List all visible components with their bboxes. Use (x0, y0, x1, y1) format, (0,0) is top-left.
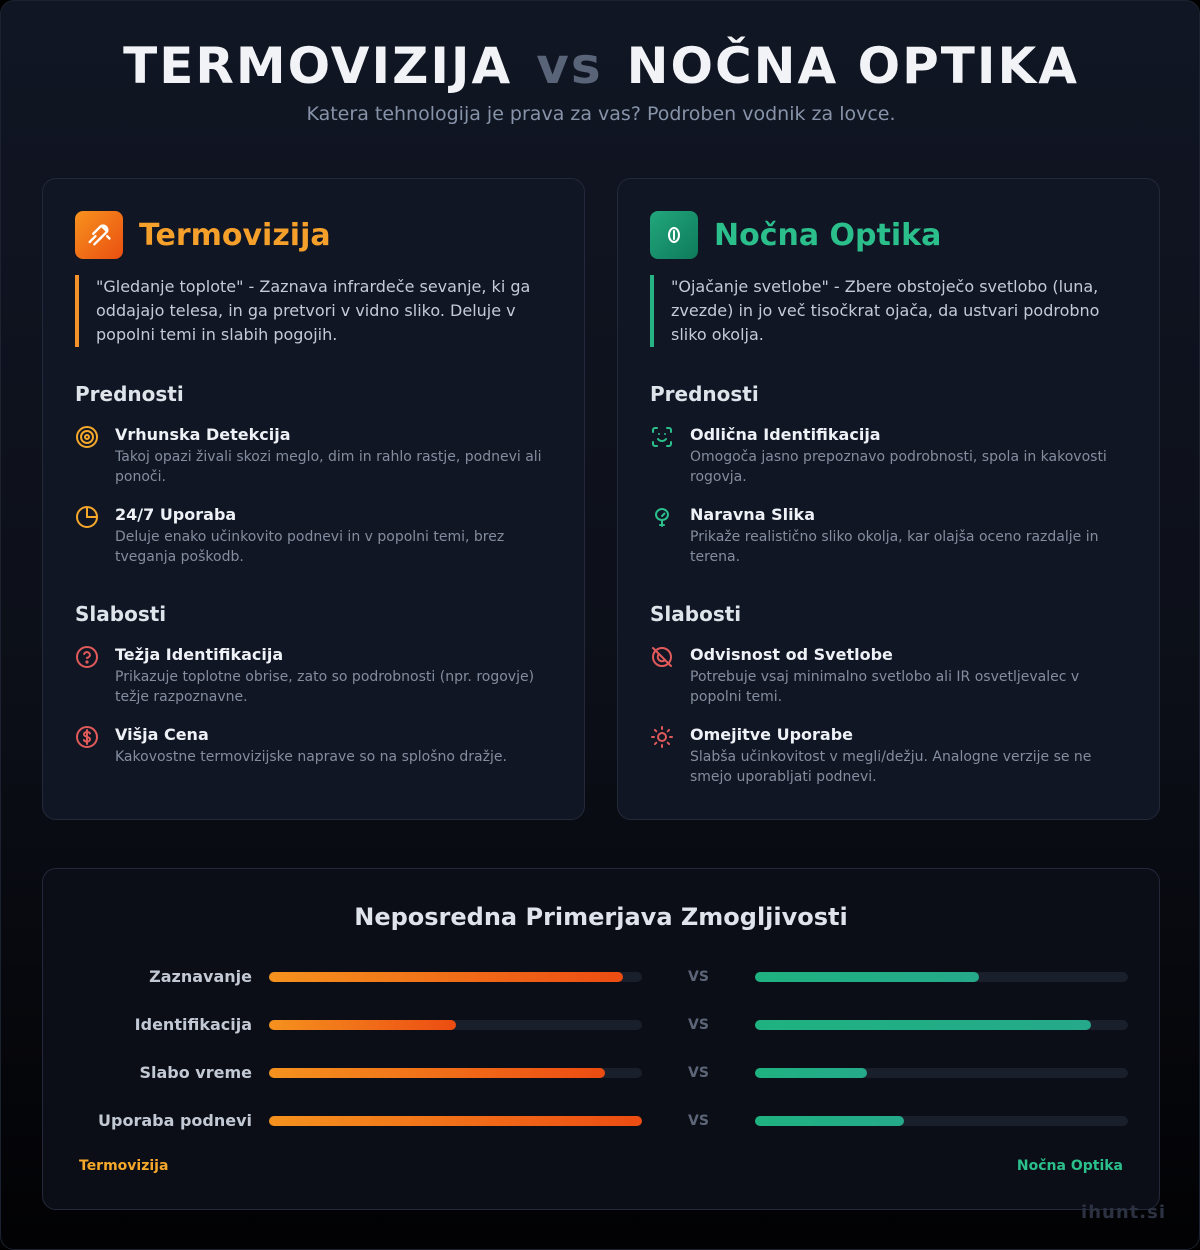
con-title: Težja Identifikacija (115, 645, 284, 664)
hand-heat-icon (75, 211, 123, 259)
lens-icon (650, 211, 698, 259)
legend-thermal: Termovizija (79, 1158, 169, 1174)
night-pros-heading: Prednosti (650, 382, 759, 406)
thermal-bar-track (269, 1116, 642, 1126)
header (1, 37, 1200, 125)
row-label: Zaznavanje (149, 967, 252, 986)
question-icon (75, 645, 99, 669)
thermal-description: "Gledanje toplote" - Zaznava infrardeče sevanje, ki ga oddajajo telesa, in ga pretvori v vidno sliko. Deluje v popolni temi in slabih pogojih. (75, 275, 545, 347)
night-bar (755, 1020, 1091, 1030)
thermal-bar (269, 1068, 605, 1078)
comparison-row (43, 1111, 1159, 1131)
night-con-item (650, 725, 1130, 787)
dollar-icon (75, 725, 99, 749)
con-title: Omejitve Uporabe (690, 725, 854, 744)
thermal-bar-track (269, 972, 642, 982)
night-pro-item (650, 425, 1130, 487)
comparison-row (43, 1015, 1159, 1035)
night-card (617, 178, 1160, 820)
night-bar (755, 1068, 867, 1078)
tree-icon (650, 505, 674, 529)
con-text: Kakovostne termovizijske naprave so na splošno dražje. (115, 749, 507, 765)
legend-night: Nočna Optika (1016, 1158, 1123, 1174)
night-card-header (650, 211, 941, 259)
pro-title: Odlična Identifikacija (690, 425, 881, 444)
con-title: Odvisnost od Svetlobe (690, 645, 893, 664)
title-left: TERMOVIZIJA (123, 37, 513, 95)
night-bar-track (755, 1068, 1128, 1078)
thermal-pro-item (75, 425, 555, 487)
night-bar (755, 972, 979, 982)
title-right: NOČNA OPTIKA (626, 37, 1079, 95)
watermark: ihunt.si (1081, 1202, 1166, 1223)
pro-text: Omogoča jasno prepoznavo podrobnosti, spola in kakovosti rogovja. (690, 449, 1107, 485)
page-title (1, 37, 1200, 95)
clock-icon (75, 505, 99, 529)
title-vs: vs (536, 37, 603, 95)
pro-text: Deluje enako učinkovito podnevi in v popolni temi, brez tveganja poškodb. (115, 529, 505, 565)
night-bar-track (755, 1020, 1128, 1030)
page-subtitle: Katera tehnologija je prava za vas? Podroben vodnik za lovce. (306, 103, 896, 125)
thermal-con-item (75, 645, 555, 707)
scan-face-icon (650, 425, 674, 449)
thermal-bar (269, 972, 623, 982)
night-pro-item (650, 505, 1130, 567)
thermal-title: Termovizija (139, 217, 331, 253)
con-text: Potrebuje vsaj minimalno svetlobo ali IR osvetljevalec v popolni temi. (690, 669, 1080, 705)
pro-title: 24/7 Uporaba (115, 505, 237, 524)
thermal-bar (269, 1020, 456, 1030)
thermal-card-header (75, 211, 331, 259)
sun-icon (650, 725, 674, 749)
con-text: Prikazuje toplotne obrise, zato so podrobnosti (npr. rogovje) težje razpoznavne. (115, 669, 535, 705)
thermal-bar-track (269, 1020, 642, 1030)
pro-title: Vrhunska Detekcija (115, 425, 291, 444)
night-bar-track (755, 1116, 1128, 1126)
night-con-item (650, 645, 1130, 707)
thermal-pro-item (75, 505, 555, 567)
thermal-con-item (75, 725, 555, 767)
comparison-row (43, 967, 1159, 987)
comparison-row (43, 1063, 1159, 1083)
thermal-card (42, 178, 585, 820)
vs-label: VS (688, 1017, 709, 1033)
night-title: Nočna Optika (714, 217, 942, 253)
target-icon (75, 425, 99, 449)
night-description: "Ojačanje svetlobe" - Zbere obstoječo svetlobo (luna, zvezde) in jo več tisočkrat ojača, da ustvari podrobno sliko okolja. (650, 275, 1120, 347)
row-label: Uporaba podnevi (98, 1111, 252, 1130)
vs-label: VS (688, 1113, 709, 1129)
pro-title: Naravna Slika (690, 505, 815, 524)
comparison-panel (42, 868, 1160, 1210)
thermal-bar-track (269, 1068, 642, 1078)
night-cons-heading: Slabosti (650, 602, 742, 626)
comparison-title: Neposredna Primerjava Zmogljivosti (354, 903, 848, 931)
night-bar-track (755, 972, 1128, 982)
row-label: Slabo vreme (139, 1063, 252, 1082)
pro-text: Takoj opazi živali skozi meglo, dim in rahlo rastje, podnevi ali ponoči. (115, 449, 542, 485)
con-title: Višja Cena (115, 725, 209, 744)
con-text: Slabša učinkovitost v megli/dežju. Analogne verzije se ne smejo uporabljati podnevi. (690, 749, 1092, 785)
no-light-icon (650, 645, 674, 669)
thermal-cons-heading: Slabosti (75, 602, 167, 626)
thermal-bar (269, 1116, 642, 1126)
night-bar (755, 1116, 904, 1126)
vs-label: VS (688, 1065, 709, 1081)
pro-text: Prikaže realistično sliko okolja, kar olajša oceno razdalje in terena. (690, 529, 1099, 565)
row-label: Identifikacija (134, 1015, 252, 1034)
thermal-pros-heading: Prednosti (75, 382, 184, 406)
vs-label: VS (688, 969, 709, 985)
